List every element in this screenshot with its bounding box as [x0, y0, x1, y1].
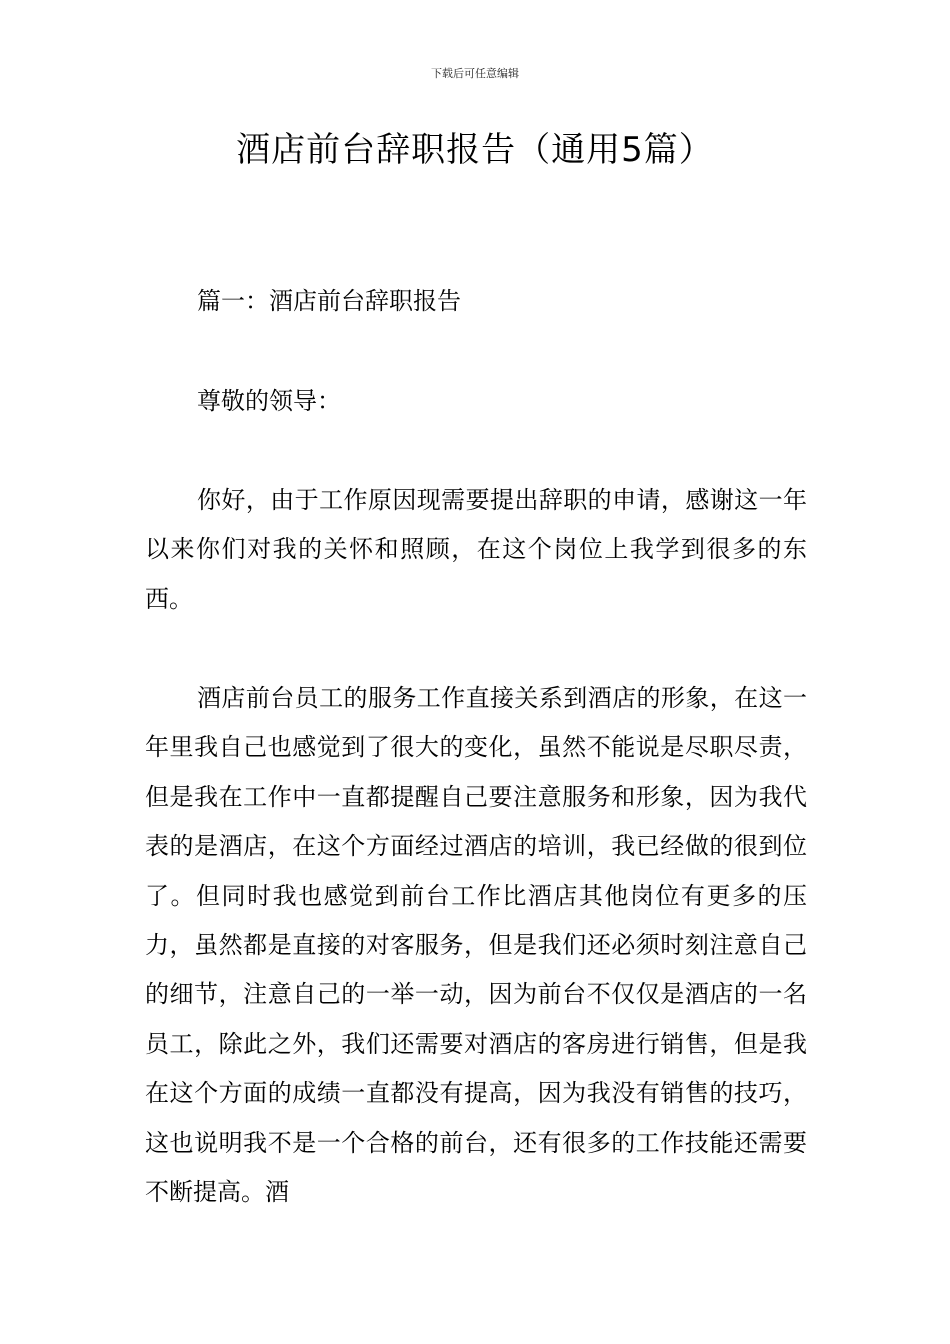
header-note: 下载后可任意编辑: [431, 67, 519, 80]
salutation: 尊敬的领导：: [197, 387, 341, 415]
paragraph-2: 酒店前台员工的服务工作直接关系到酒店的形象，在这一年里我自己也感觉到了很大的变化，虽然不能说是尽职尽责，但是我在工作中一直都提醒自己要注意服务和形象，因为我代表的是酒店，在这个方面经过酒店的培训，我已经做的很到位了。但同时我也感觉到前台工作比酒店其他岗位有更多的压力，虽然都是直接的对客服务，但是我们还必须时刻注意自己的细节，注意自己的一举一动，因为前台不仅仅是酒店的一名员工，除此之外，我们还需要对酒店的客房进行销售，但是我在这个方面的成绩一直都没有提高，因为我没有销售的技巧，这也说明我不是一个合格的前台，还有很多的工作技能还需要不断提高。酒: [145, 684, 807, 1207]
paragraph-1: 你好，由于工作原因现需要提出辞职的申请，感谢这一年以来你们对我的关怀和照顾，在这个岗位上我学到很多的东西。: [145, 486, 807, 613]
document-title: 酒店前台辞职报告（通用5篇）: [236, 130, 714, 170]
section-heading: 篇一：酒店前台辞职报告: [197, 287, 461, 315]
